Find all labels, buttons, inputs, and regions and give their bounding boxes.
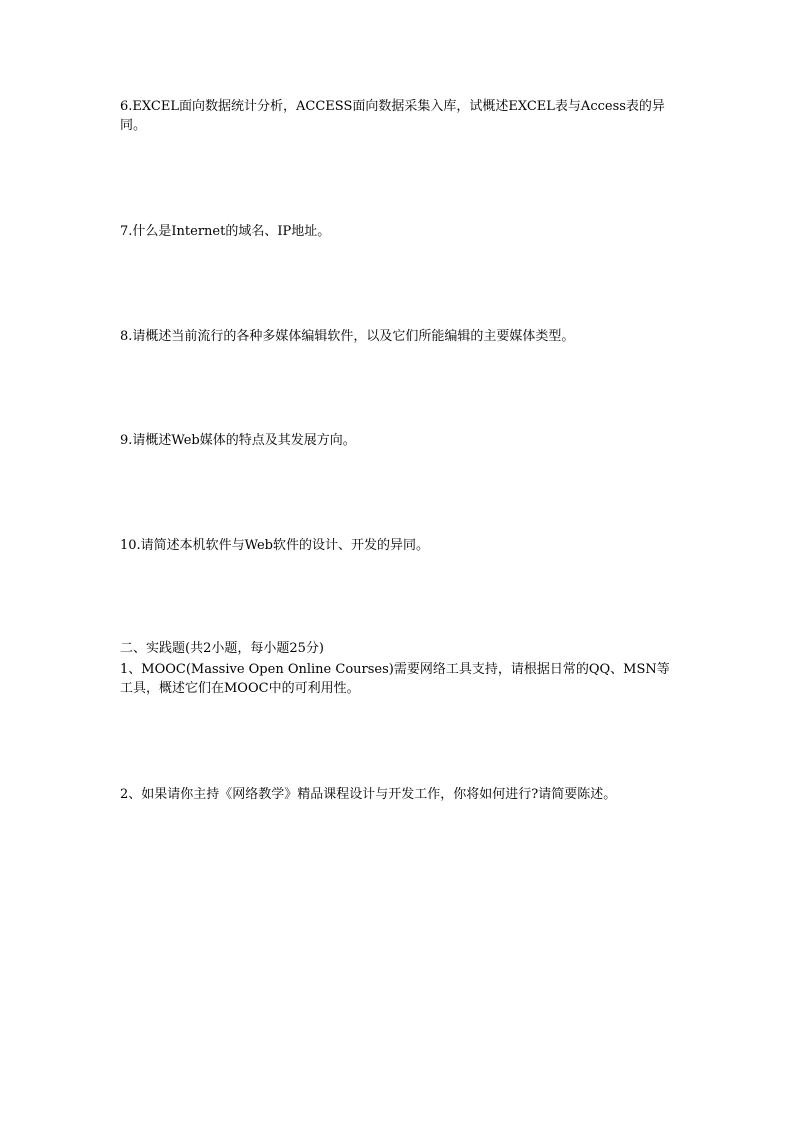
question-10: 10.请简述本机软件与Web软件的设计、开发的异同。 — [120, 538, 429, 553]
question-8: 8.请概述当前流行的各种多媒体编辑软件，以及它们所能编辑的主要媒体类型。 — [120, 329, 575, 344]
section-2-heading: 二、实践题(共2小题，每小题25分) — [120, 641, 324, 656]
practice-question-1: 1、MOOC(Massive Open Online Courses)需要网络工具支持，请根据日常的QQ、MSN等工具，概述它们在MOOC中的可利用性。 — [120, 662, 670, 696]
question-7: 7.什么是Internet的域名、IP地址。 — [120, 224, 331, 239]
question-9: 9.请概述Web媒体的特点及其发展方向。 — [120, 433, 356, 448]
practice-question-2: 2、如果请你主持《网络教学》精品课程设计与开发工作，你将如何进行?请简要陈述。 — [120, 787, 617, 802]
question-6: 6.EXCEL面向数据统计分析，ACCESS面向数据采集入库，试概述EXCEL表与Access表的异同。 — [120, 99, 665, 133]
